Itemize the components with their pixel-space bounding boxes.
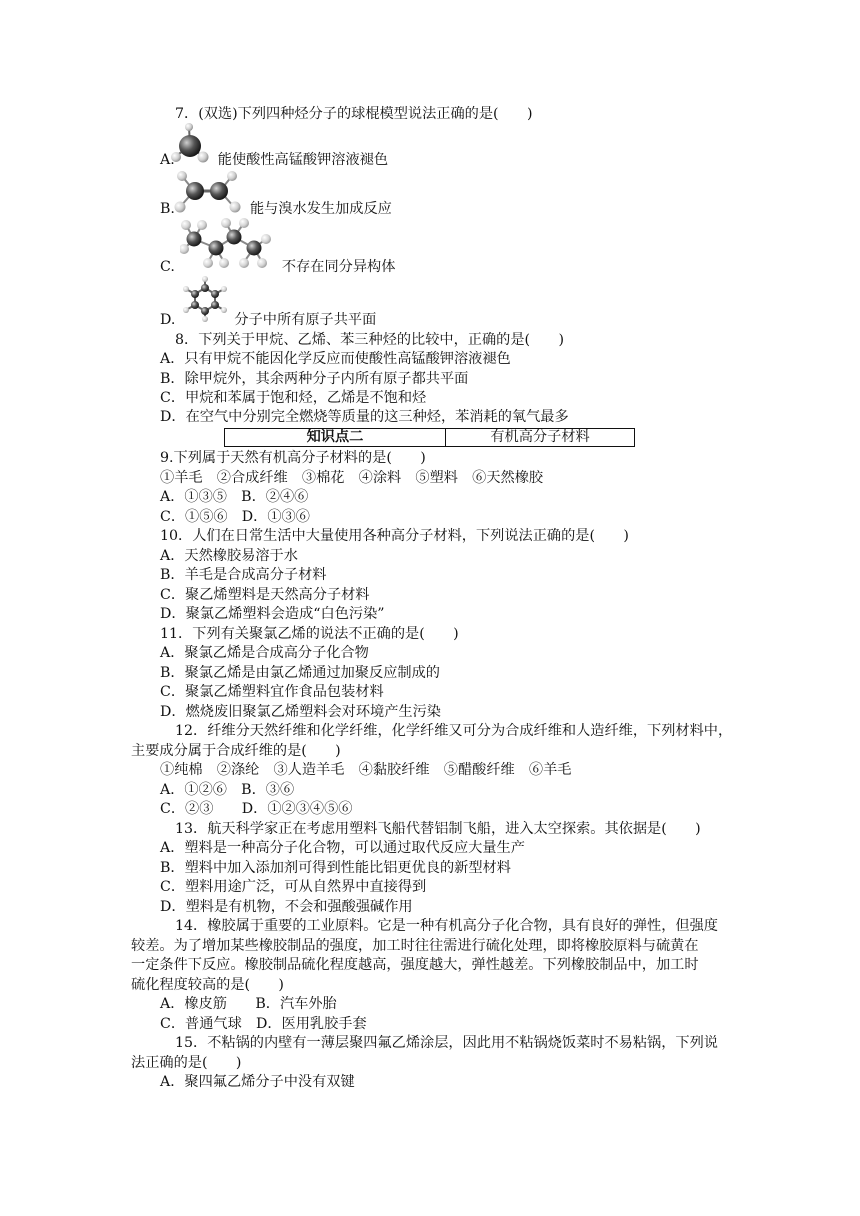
q9-options-line2: C．①⑤⑥ D．①③⑥ [160, 509, 310, 525]
q13-option-a: A．塑料是一种高分子化合物，可以通过取代反应大量生产 [160, 840, 525, 856]
q7-stem: 7．(双选)下列四种烃分子的球棍模型说法正确的是( ) [175, 106, 533, 122]
q13-stem: 13．航天科学家正在考虑用塑料飞船代替铝制飞船，进入太空探索。其依据是( ) [175, 821, 701, 837]
q7-option-c-letter: C. [160, 259, 175, 275]
q7-option-c-text: 不存在同分异构体 [281, 259, 396, 275]
section-header-table [224, 428, 635, 447]
q10-option-d: D．聚氯乙烯塑料会造成“白色污染” [160, 606, 385, 622]
q9-items: ①羊毛 ②合成纤维 ③棉花 ④涂料 ⑤塑料 ⑥天然橡胶 [160, 470, 544, 486]
q9-options-line1: A．①③⑤ B．②④⑥ [160, 489, 309, 505]
q9-stem: 9.下列属于天然有机高分子材料的是( ) [160, 450, 426, 466]
q7-option-a-letter: A. [160, 152, 175, 168]
q7-option-a-text: 能使酸性高锰酸钾溶液褪色 [217, 152, 389, 168]
q8-option-a: A．只有甲烷不能因化学反应而使酸性高锰酸钾溶液褪色 [160, 351, 511, 367]
q12-options-line1: A．①②⑥ B．③⑥ [160, 782, 295, 798]
q11-option-b: B．聚氯乙烯是由氯乙烯通过加聚反应制成的 [160, 665, 440, 681]
q8-option-d: D．在空气中分别完全燃烧等质量的这三种烃，苯消耗的氧气最多 [160, 409, 569, 425]
q15-option-a: A．聚四氟乙烯分子中没有双键 [160, 1074, 355, 1090]
q11-option-d: D．燃烧废旧聚氯乙烯塑料会对环境产生污染 [160, 704, 441, 720]
q12-stem-line1: 12．纤维分天然纤维和化学纤维，化学纤维又可分为合成纤维和人造纤维，下列材料中， [175, 723, 733, 739]
q11-stem: 11．下列有关聚氯乙烯的说法不正确的是( ) [160, 626, 459, 642]
q7-option-d-text: 分子中所有原子共平面 [234, 312, 377, 328]
q14-options-line1: A．橡皮筋 B．汽车外胎 [160, 996, 337, 1012]
q13-option-c: C．塑料用途广泛，可从自然界中直接得到 [160, 879, 427, 895]
section-title: 有机高分子材料 [490, 429, 590, 445]
q10-option-c: C．聚乙烯塑料是天然高分子材料 [160, 587, 370, 603]
q13-option-d: D．塑料是有机物，不会和强酸强碱作用 [160, 899, 413, 915]
q12-items: ①纯棉 ②涤纶 ③人造羊毛 ④黏胶纤维 ⑤醋酸纤维 ⑥羊毛 [160, 762, 572, 778]
q14-stem-line1: 14．橡胶属于重要的工业原料。它是一种有机高分子化合物，具有良好的弹性，但强度 [175, 918, 718, 934]
q8-option-b: B．除甲烷外，其余两种分子内所有原子都共平面 [160, 371, 469, 387]
q11-option-a: A．聚氯乙烯是合成高分子化合物 [160, 645, 369, 661]
q12-options-line2: C．②③ D．①②③④⑤⑥ [160, 801, 353, 817]
q10-option-a: A．天然橡胶易溶于水 [160, 548, 298, 564]
q7-option-c [160, 258, 395, 277]
q8-option-c: C．甲烷和苯属于饱和烃，乙烯是不饱和烃 [160, 390, 427, 406]
q7-option-d-letter: D. [160, 312, 176, 328]
q15-stem-line1: 15．不粘锅的内壁有一薄层聚四氟乙烯涂层，因此用不粘锅烧饭菜时不易粘锅，下列说 [175, 1035, 718, 1051]
section-label: 知识点二 [225, 429, 446, 446]
q11-option-c: C．聚氯乙烯塑料宜作食品包装材料 [160, 684, 384, 700]
q14-stem-line3: 一定条件下反应。橡胶制品硫化程度越高，强度越大，弹性越差。下列橡胶制品中，加工时 [131, 957, 699, 973]
q7-option-d [160, 311, 376, 330]
q10-option-b: B．羊毛是合成高分子材料 [160, 567, 327, 583]
q10-stem: 10．人们在日常生活中大量使用各种高分子材料，下列说法正确的是( ) [160, 528, 629, 544]
q12-stem-line2: 主要成分属于合成纤维的是( ) [131, 743, 341, 759]
q7-option-b-letter: B. [160, 201, 175, 217]
q8-stem: 8．下列关于甲烷、乙烯、苯三种烃的比较中，正确的是( ) [175, 332, 564, 348]
q15-stem-line2: 法正确的是( ) [131, 1055, 242, 1071]
q14-options-line2: C．普通气球 D．医用乳胶手套 [160, 1016, 367, 1032]
q7-option-a [160, 151, 388, 170]
q14-stem-line2: 较差。为了增加某些橡胶制品的强度，加工时往往需进行硫化处理，即将橡胶原料与硫黄在 [131, 938, 699, 954]
q7-option-b-text: 能与溴水发生加成反应 [249, 201, 392, 217]
q13-option-b: B．塑料中加入添加剂可得到性能比铝更优良的新型材料 [160, 860, 511, 876]
q14-stem-line4: 硫化程度较高的是( ) [131, 977, 284, 993]
